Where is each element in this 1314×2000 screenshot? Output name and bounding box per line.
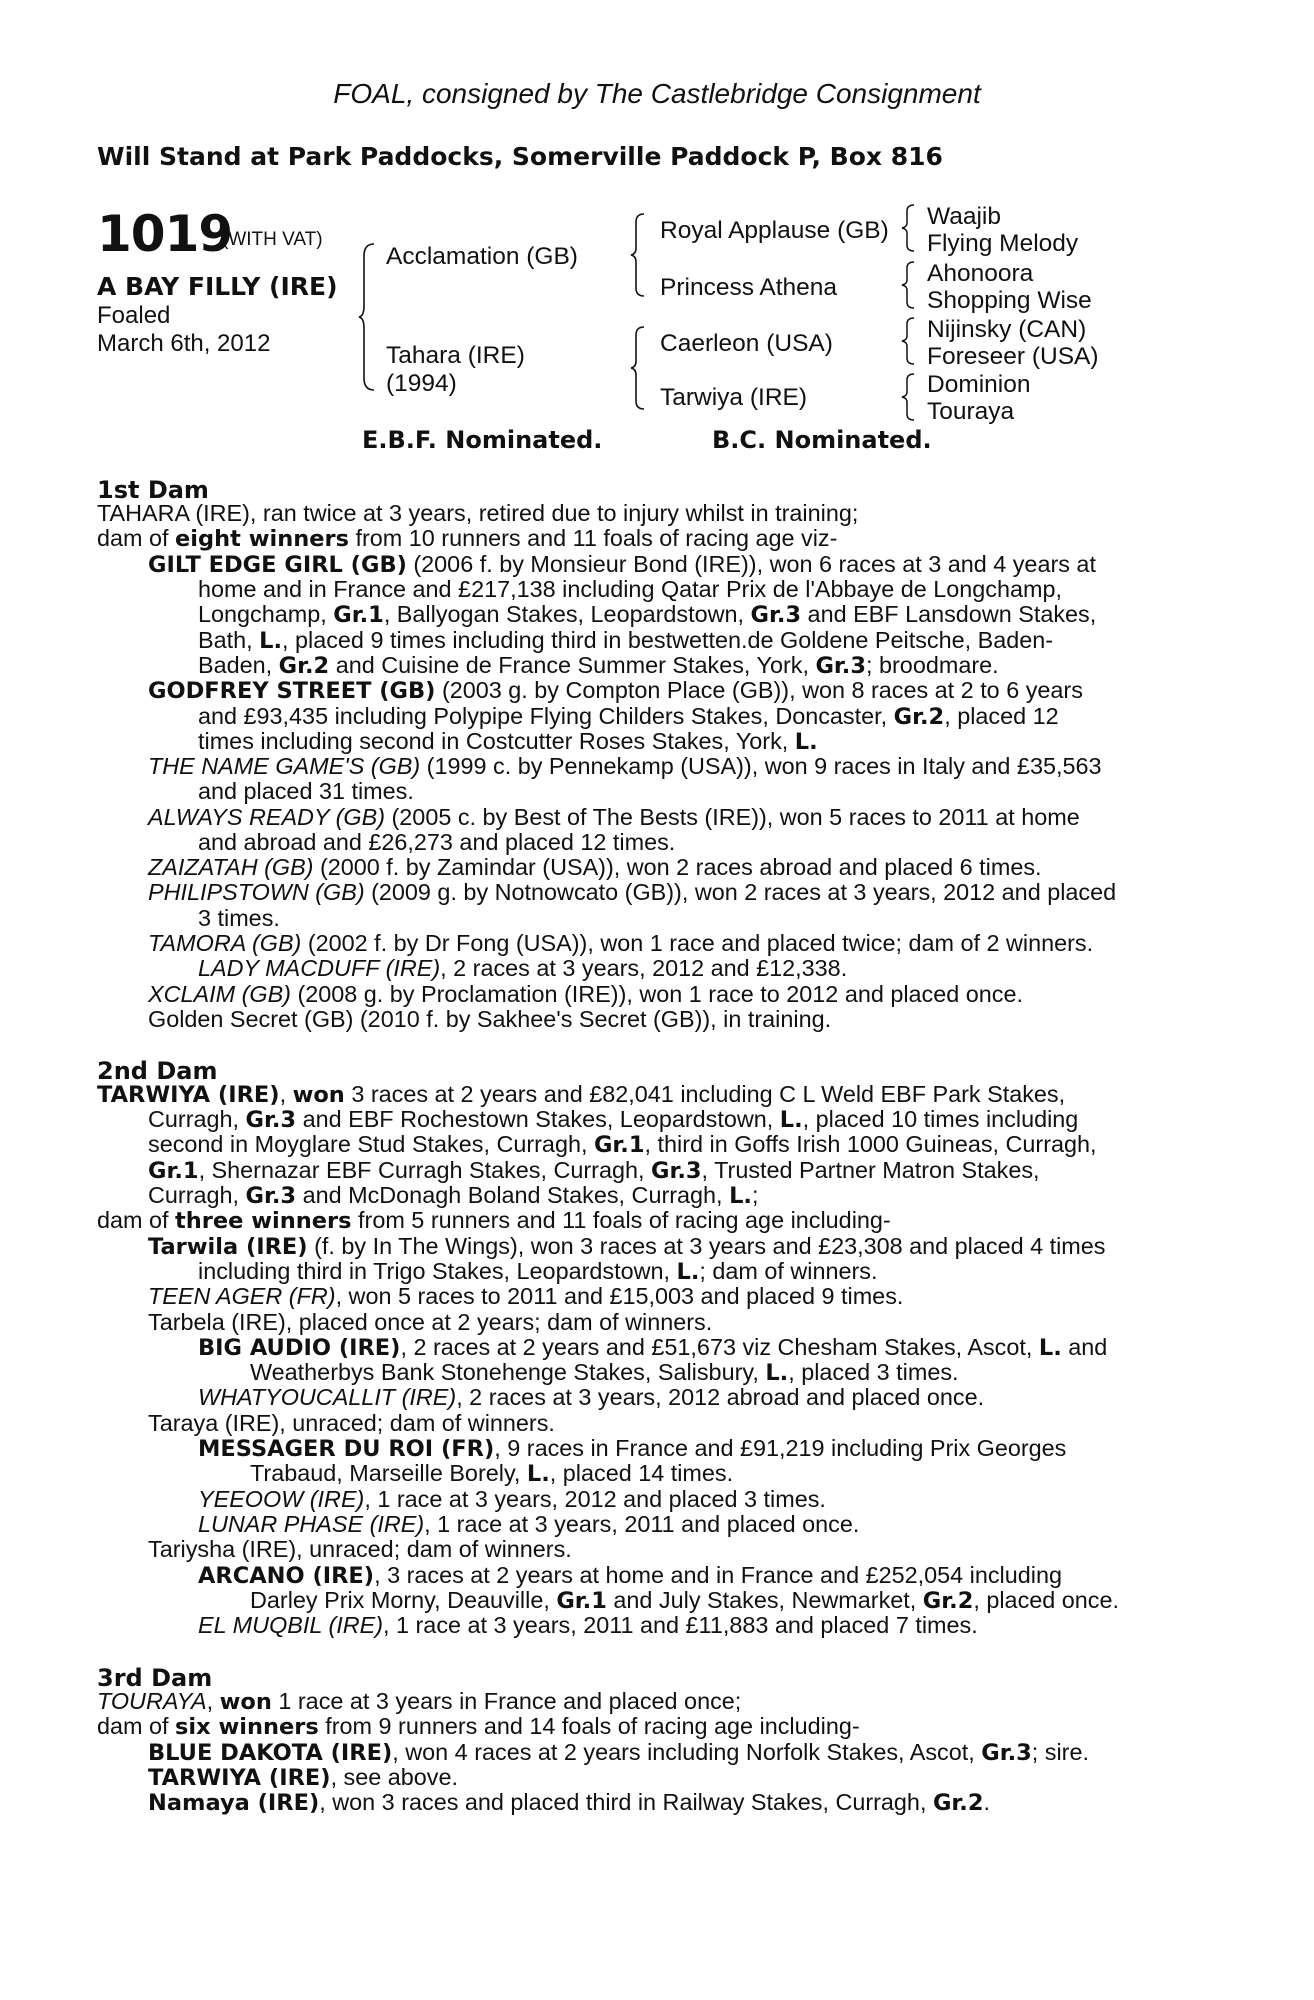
pedigree-brace-dam: [630, 325, 648, 411]
pedigree-dam-year: (1994): [386, 370, 457, 397]
lot-number: 1019: [97, 205, 233, 263]
progeny-line: GODFREY STREET (GB) (2003 g. by Compton Place (GB)), won 8 races at 2 to 6 years: [148, 677, 1083, 704]
pedigree-sire-sire: Royal Applause (GB): [660, 217, 889, 244]
pedigree-dam-sire: Caerleon (USA): [660, 330, 833, 357]
progeny-line: LUNAR PHASE (IRE), 1 race at 3 years, 2011 and placed once.: [198, 1511, 860, 1537]
pedigree-g-dds: Dominion: [927, 371, 1031, 398]
pedigree-sire: Acclamation (GB): [386, 243, 578, 270]
pedigree-g-dsd: Foreseer (USA): [927, 343, 1099, 370]
progeny-line: TARWIYA (IRE), see above.: [148, 1764, 459, 1791]
pedigree-g-sss: Waajib: [927, 203, 1001, 230]
ebf-nominated: E.B.F. Nominated.: [362, 426, 603, 454]
pedigree-brace-main: [358, 242, 378, 392]
second-dam-line: TARWIYA (IRE), won 3 races at 2 years and £82,041 including C L Weld EBF Park Stakes,: [97, 1081, 1066, 1108]
progeny-line: Trabaud, Marseille Borely, L., placed 14 times.: [250, 1460, 734, 1487]
pedigree-dam: Tahara (IRE): [386, 342, 525, 369]
progeny-line: BLUE DAKOTA (IRE), won 4 races at 2 years including Norfolk Stakes, Ascot, Gr.3; sire.: [148, 1739, 1089, 1766]
pedigree-dam-dam: Tarwiya (IRE): [660, 384, 808, 411]
pedigree-brace-dd: [901, 372, 917, 422]
progeny-line: LADY MACDUFF (IRE), 2 races at 3 years, 2012 and £12,338.: [198, 955, 848, 981]
bc-nominated: B.C. Nominated.: [712, 426, 932, 454]
first-dam-heading: 1st Dam: [97, 476, 209, 504]
progeny-line: Tarbela (IRE), placed once at 2 years; dam of winners.: [148, 1309, 713, 1335]
progeny-line: PHILIPSTOWN (GB) (2009 g. by Notnowcato (GB)), won 2 races at 3 years, 2012 and placed: [148, 879, 1117, 905]
progeny-line: TAMORA (GB) (2002 f. by Dr Fong (USA)), won 1 race and placed twice; dam of 2 winners.: [148, 930, 1094, 956]
second-dam-line: dam of three winners from 5 runners and 11 foals of racing age including-: [97, 1207, 891, 1234]
progeny-line: and placed 31 times.: [198, 778, 414, 804]
progeny-line: Baden, Gr.2 and Cuisine de France Summer Stakes, York, Gr.3; broodmare.: [198, 652, 999, 679]
pedigree-brace-sire: [630, 212, 648, 298]
pedigree-g-sdd: Shopping Wise: [927, 287, 1092, 314]
pedigree-sire-dam: Princess Athena: [660, 274, 838, 301]
lot-title: A BAY FILLY (IRE): [97, 272, 338, 301]
pedigree-g-ddd: Touraya: [927, 398, 1015, 425]
progeny-line: ALWAYS READY (GB) (2005 c. by Best of The Bests (IRE)), won 5 races to 2011 at home: [148, 804, 1080, 830]
progeny-line: Namaya (IRE), won 3 races and placed third in Railway Stakes, Curragh, Gr.2.: [148, 1789, 991, 1816]
second-dam-line: Gr.1, Shernazar EBF Curragh Stakes, Curragh, Gr.3, Trusted Partner Matron Stakes,: [148, 1157, 1040, 1184]
pedigree-brace-sd: [901, 260, 917, 310]
first-dam-line: dam of eight winners from 10 runners and 11 foals of racing age viz-: [97, 525, 838, 552]
progeny-line: 3 times.: [198, 905, 280, 931]
third-dam-line: TOURAYA, won 1 race at 3 years in France and placed once;: [97, 1688, 742, 1715]
foaled-label: Foaled: [97, 302, 171, 329]
progeny-line: Darley Prix Morny, Deauville, Gr.1 and July Stakes, Newmarket, Gr.2, placed once.: [250, 1587, 1120, 1614]
progeny-line: Taraya (IRE), unraced; dam of winners.: [148, 1410, 555, 1436]
progeny-line: ZAIZATAH (GB) (2000 f. by Zamindar (USA)), won 2 races abroad and placed 6 times.: [148, 854, 1042, 880]
pedigree-brace-ss: [901, 203, 917, 253]
progeny-line: Golden Secret (GB) (2010 f. by Sakhee's Secret (GB)), in training.: [148, 1006, 832, 1032]
progeny-line: MESSAGER DU ROI (FR), 9 races in France and £91,219 including Prix Georges: [198, 1435, 1067, 1462]
second-dam-line: Curragh, Gr.3 and McDonagh Boland Stakes, Curragh, L.;: [148, 1182, 759, 1209]
progeny-line: Bath, L., placed 9 times including third in bestwetten.de Goldene Peitsche, Baden-: [198, 627, 1054, 654]
vat-label: (WITH VAT): [222, 229, 323, 250]
progeny-line: Longchamp, Gr.1, Ballyogan Stakes, Leopardstown, Gr.3 and EBF Lansdown Stakes,: [198, 601, 1097, 628]
progeny-line: ARCANO (IRE), 3 races at 2 years at home and in France and £252,054 including: [198, 1562, 1062, 1589]
progeny-line: WHATYOUCALLIT (IRE), 2 races at 3 years, 2012 abroad and placed once.: [198, 1384, 985, 1410]
second-dam-line: second in Moyglare Stud Stakes, Curragh, Gr.1, third in Goffs Irish 1000 Guineas, Curragh,: [148, 1131, 1097, 1158]
consignment-heading: FOAL, consigned by The Castlebridge Consignment: [333, 78, 981, 109]
progeny-line: GILT EDGE GIRL (GB) (2006 f. by Monsieur Bond (IRE)), won 6 races at 3 and 4 years at: [148, 551, 1096, 578]
progeny-line: and £93,435 including Polypipe Flying Childers Stakes, Doncaster, Gr.2, placed 12: [198, 703, 1059, 730]
second-dam-heading: 2nd Dam: [97, 1057, 218, 1085]
progeny-line: EL MUQBIL (IRE), 1 race at 3 years, 2011 and £11,883 and placed 7 times.: [198, 1612, 978, 1638]
progeny-line: home and in France and £217,138 including Qatar Prix de l'Abbaye de Longchamp,: [198, 576, 1062, 602]
foaled-date: March 6th, 2012: [97, 330, 271, 357]
pedigree-g-dss: Nijinsky (CAN): [927, 316, 1087, 343]
progeny-line: Tarwila (IRE) (f. by In The Wings), won 3 races at 3 years and £23,308 and placed 4 times: [148, 1233, 1106, 1260]
first-dam-line: TAHARA (IRE), ran twice at 3 years, retired due to injury whilst in training;: [97, 500, 859, 526]
stand-location: Will Stand at Park Paddocks, Somerville Paddock P, Box 816: [97, 142, 943, 171]
pedigree-g-sds: Ahonoora: [927, 260, 1034, 287]
progeny-line: Tariysha (IRE), unraced; dam of winners.: [148, 1536, 572, 1562]
progeny-line: and abroad and £26,273 and placed 12 times.: [198, 829, 676, 855]
progeny-line: times including second in Costcutter Roses Stakes, York, L.: [198, 728, 818, 755]
progeny-line: including third in Trigo Stakes, Leopardstown, L.; dam of winners.: [198, 1258, 878, 1285]
progeny-line: TEEN AGER (FR), won 5 races to 2011 and £15,003 and placed 9 times.: [148, 1283, 904, 1309]
pedigree-brace-ds: [901, 316, 917, 366]
second-dam-line: Curragh, Gr.3 and EBF Rochestown Stakes, Leopardstown, L., placed 10 times including: [148, 1106, 1079, 1133]
pedigree-g-ssd: Flying Melody: [927, 230, 1079, 257]
progeny-line: YEEOOW (IRE), 1 race at 3 years, 2012 and placed 3 times.: [198, 1486, 826, 1512]
progeny-line: BIG AUDIO (IRE), 2 races at 2 years and £51,673 viz Chesham Stakes, Ascot, L. and: [198, 1334, 1108, 1361]
progeny-line: XCLAIM (GB) (2008 g. by Proclamation (IRE)), won 1 race to 2012 and placed once.: [148, 981, 1023, 1007]
progeny-line: THE NAME GAME'S (GB) (1999 c. by Pennekamp (USA)), won 9 races in Italy and £35,563: [148, 753, 1102, 779]
third-dam-line: dam of six winners from 9 runners and 14 foals of racing age including-: [97, 1713, 860, 1740]
progeny-line: Weatherbys Bank Stonehenge Stakes, Salisbury, L., placed 3 times.: [250, 1359, 959, 1386]
third-dam-heading: 3rd Dam: [97, 1664, 213, 1692]
